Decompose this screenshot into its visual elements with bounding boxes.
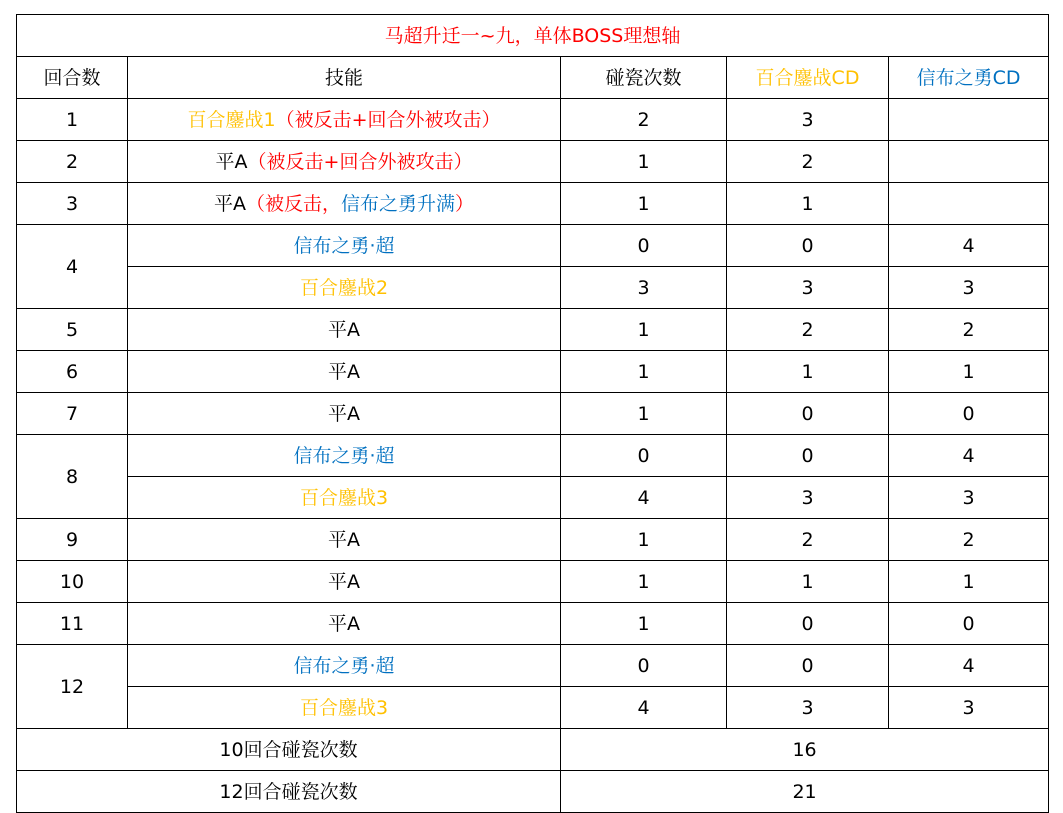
skill-text: 信布之勇·超: [293, 444, 395, 467]
skill-cell: [128, 519, 561, 561]
cd-xinbu-cell: 3: [889, 477, 1049, 519]
count-cell: 4: [561, 477, 727, 519]
title-row: [17, 15, 1049, 57]
skill-cell: [128, 141, 561, 183]
cd-baihe-cell: 2: [727, 519, 889, 561]
skill-cell: [128, 99, 561, 141]
cd-xinbu-cell: 4: [889, 435, 1049, 477]
cd-baihe-cell: 3: [727, 687, 889, 729]
skill-text: 信布之勇·超: [293, 234, 395, 257]
table-row: [17, 561, 1049, 603]
count-cell: 1: [561, 393, 727, 435]
count-cell: 0: [561, 435, 727, 477]
count-cell: 0: [561, 225, 727, 267]
count-cell: 1: [561, 183, 727, 225]
cd-baihe-cell: 1: [727, 561, 889, 603]
header-row: [17, 57, 1049, 99]
skill-cell: [128, 393, 561, 435]
skill-cell: [128, 603, 561, 645]
round-cell: 8: [17, 435, 128, 519]
cd-baihe-cell: 0: [727, 645, 889, 687]
table-title: 马超升迁一~九，单体BOSS理想轴: [17, 15, 1049, 57]
skill-text: 平A: [213, 192, 246, 215]
skill-cell: [128, 435, 561, 477]
table-row: [17, 435, 1049, 477]
table-row: [17, 309, 1049, 351]
count-cell: 4: [561, 687, 727, 729]
table-row: [17, 603, 1049, 645]
cd-xinbu-cell: 2: [889, 519, 1049, 561]
skill-text: （被反击，: [245, 192, 341, 215]
count-cell: 1: [561, 519, 727, 561]
summary-row: [17, 729, 1049, 771]
cd-xinbu-cell: 1: [889, 561, 1049, 603]
table-row: [17, 267, 1049, 309]
cd-baihe-cell: 3: [727, 477, 889, 519]
skill-cell: [128, 561, 561, 603]
table-body: [17, 15, 1049, 813]
skill-text: 信布之勇升满: [340, 192, 455, 215]
round-cell: 5: [17, 309, 128, 351]
cd-xinbu-cell: 0: [889, 603, 1049, 645]
skill-text: （被反击+回合外被攻击）: [247, 150, 473, 173]
skill-text: 平A: [328, 528, 360, 551]
round-cell: 10: [17, 561, 128, 603]
cd-xinbu-cell: 1: [889, 351, 1049, 393]
header-count: 碰瓷次数: [561, 57, 727, 99]
round-cell: 11: [17, 603, 128, 645]
round-cell: 4: [17, 225, 128, 309]
count-cell: 0: [561, 645, 727, 687]
cd-xinbu-cell: [889, 99, 1049, 141]
table-row: [17, 645, 1049, 687]
skill-text: 百合鏖战3: [299, 486, 389, 509]
cd-xinbu-cell: 2: [889, 309, 1049, 351]
cd-xinbu-cell: 3: [889, 687, 1049, 729]
summary-value: 16: [561, 729, 1049, 771]
skill-text: 百合鏖战3: [299, 696, 389, 719]
count-cell: 1: [561, 351, 727, 393]
cd-baihe-cell: 0: [727, 603, 889, 645]
skill-cell: [128, 309, 561, 351]
cd-xinbu-cell: 3: [889, 267, 1049, 309]
table-row: [17, 519, 1049, 561]
round-cell: 1: [17, 99, 128, 141]
count-cell: 2: [561, 99, 727, 141]
skill-cell: [128, 351, 561, 393]
round-cell: 7: [17, 393, 128, 435]
count-cell: 1: [561, 603, 727, 645]
round-cell: 9: [17, 519, 128, 561]
cd-baihe-cell: 0: [727, 393, 889, 435]
skill-cell: [128, 687, 561, 729]
skill-text: 平A: [215, 150, 248, 173]
cd-baihe-cell: 0: [727, 225, 889, 267]
count-cell: 1: [561, 561, 727, 603]
round-cell: 2: [17, 141, 128, 183]
skill-text: 百合鏖战2: [299, 276, 389, 299]
summary-label: 12回合碰瓷次数: [17, 771, 561, 813]
skill-text: ）: [455, 192, 475, 215]
table-row: [17, 687, 1049, 729]
cd-xinbu-cell: [889, 141, 1049, 183]
header-cd-xinbu: 信布之勇CD: [889, 57, 1049, 99]
header-cd-baihe: 百合鏖战CD: [727, 57, 889, 99]
table-row: [17, 393, 1049, 435]
skill-text: 信布之勇·超: [293, 654, 395, 677]
skill-text: （被反击+回合外被攻击）: [275, 108, 501, 131]
header-round: 回合数: [17, 57, 128, 99]
count-cell: 3: [561, 267, 727, 309]
cd-baihe-cell: 2: [727, 141, 889, 183]
skill-text: 平A: [328, 612, 360, 635]
round-cell: 6: [17, 351, 128, 393]
count-cell: 1: [561, 309, 727, 351]
cd-baihe-cell: 0: [727, 435, 889, 477]
skill-text: 平A: [328, 570, 360, 593]
skill-text: 平A: [328, 360, 360, 383]
skill-cell: [128, 183, 561, 225]
summary-value: 21: [561, 771, 1049, 813]
skill-text: 平A: [328, 402, 360, 425]
skill-cell: [128, 225, 561, 267]
skill-cell: [128, 645, 561, 687]
table-row: [17, 477, 1049, 519]
summary-row: [17, 771, 1049, 813]
round-cell: 3: [17, 183, 128, 225]
table-row: [17, 99, 1049, 141]
cd-xinbu-cell: 0: [889, 393, 1049, 435]
cd-baihe-cell: 1: [727, 351, 889, 393]
round-cell: 12: [17, 645, 128, 729]
cd-baihe-cell: 3: [727, 99, 889, 141]
table-row: [17, 183, 1049, 225]
skill-text: 百合鏖战1: [187, 108, 276, 131]
skill-cell: [128, 267, 561, 309]
spreadsheet: [16, 14, 1048, 813]
skill-text: 平A: [328, 318, 360, 341]
cd-xinbu-cell: 4: [889, 225, 1049, 267]
table-row: [17, 351, 1049, 393]
cd-xinbu-cell: [889, 183, 1049, 225]
rotation-table: [16, 14, 1049, 813]
cd-baihe-cell: 1: [727, 183, 889, 225]
cd-baihe-cell: 2: [727, 309, 889, 351]
header-skill: 技能: [128, 57, 561, 99]
summary-label: 10回合碰瓷次数: [17, 729, 561, 771]
table-row: [17, 225, 1049, 267]
cd-baihe-cell: 3: [727, 267, 889, 309]
cd-xinbu-cell: 4: [889, 645, 1049, 687]
count-cell: 1: [561, 141, 727, 183]
skill-cell: [128, 477, 561, 519]
table-row: [17, 141, 1049, 183]
